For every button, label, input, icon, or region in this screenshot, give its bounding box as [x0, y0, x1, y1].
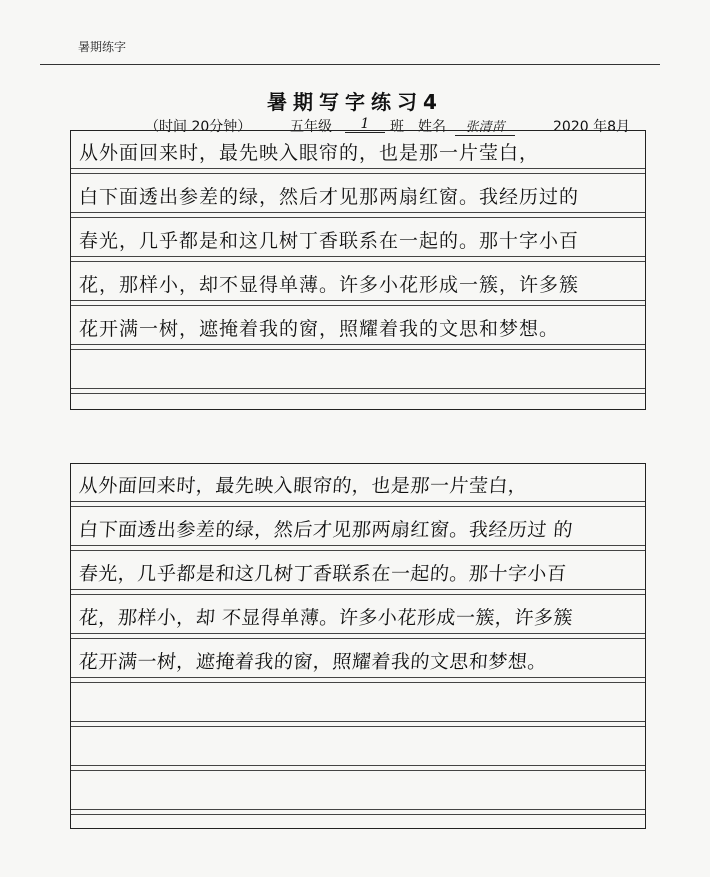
- writing-line[interactable]: [71, 596, 645, 640]
- grade-label: 五年级: [290, 119, 332, 135]
- worksheet-title: 暑期写字练习4: [267, 90, 443, 114]
- printed-line: [71, 307, 645, 351]
- student-name-field[interactable]: 张清苗: [455, 116, 515, 136]
- handwritten-line-text: 花开满一树，遮掩着我的窗，照耀着我的文思和梦想。: [78, 651, 548, 673]
- handwritten-line-text: 从外面回来时，最先映入眼帘的，也是那一片莹白，: [78, 475, 529, 497]
- printed-line: [71, 219, 645, 263]
- class-number-field[interactable]: 1: [345, 116, 385, 133]
- header-divider: [40, 64, 660, 65]
- printed-line-text: 花开满一树，遮掩着我的窗，照耀着我的文思和梦想。: [79, 318, 560, 340]
- writing-line[interactable]: [71, 772, 645, 816]
- printed-line-text: 春光，几乎都是和这几树丁香联系在一起的。那十字小百: [79, 230, 580, 252]
- printed-line-text: 花，那样小，却不显得单薄。许多小花形成一簇，许多簇: [79, 274, 580, 296]
- printed-line: [71, 131, 645, 175]
- worksheet-date: 2020 年8月: [553, 119, 630, 135]
- handwriting-practice-box[interactable]: [70, 463, 646, 829]
- writing-line[interactable]: [71, 728, 645, 772]
- writing-line[interactable]: [71, 640, 645, 684]
- page-header-label: 暑期练字: [78, 40, 127, 54]
- printed-line-text: 从外面回来时，最先映入眼帘的，也是那一片莹白，: [79, 142, 540, 164]
- writing-line[interactable]: [71, 464, 645, 508]
- printed-line: [71, 351, 645, 395]
- name-label: 姓名: [418, 119, 446, 135]
- writing-line[interactable]: [71, 508, 645, 552]
- printed-model-box: [70, 130, 646, 410]
- handwritten-line-text: 花，那样小，却 不显得单薄。许多小花形成一簇，许多簇: [78, 607, 574, 629]
- printed-line-text: 白下面透出参差的绿，然后才见那两扇红窗。我经历过的: [79, 186, 580, 208]
- writing-line[interactable]: [71, 552, 645, 596]
- handwritten-line-text: 春光，几乎都是和这几树丁香联系在一起的。那十字小百: [78, 563, 568, 585]
- class-label: 班: [390, 119, 404, 135]
- handwritten-line-text: 白下面透出参差的绿，然后才见那两扇红窗。我经历过 的: [78, 519, 574, 541]
- printed-line: [71, 175, 645, 219]
- printed-line: [71, 263, 645, 307]
- time-limit: （时间 20分钟）: [145, 119, 252, 135]
- writing-line[interactable]: [71, 684, 645, 728]
